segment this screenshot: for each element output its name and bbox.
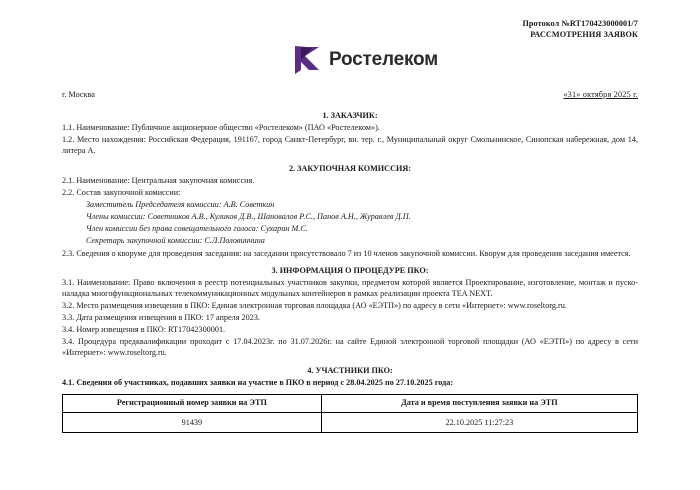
city-date-row [62,90,638,99]
clause-3-3: 3.3. Дата размещения извещения в ПКО: 17 апреля 2023. [62,313,260,323]
clause-2-1: 2.1. Наименование: Центральная закупочная комиссия. [62,175,255,185]
protocol-subject: РАССМОТРЕНИЯ ЗАЯВОК [530,30,638,40]
clause-4-1: 4.1. Сведения об участниках, подавших заявки на участие в ПКО в период с 28.04.2025 по 27.10.2025 года: [62,377,454,387]
cell-submission-datetime: 22.10.2025 11:27:23 [321,412,637,432]
clause-3-4-prequalification: 3.4. Процедура предквалификации проходит с 17.04.2023г. по 31.07.2026г. на сайте Единой электронной торговой площадки (АО «ЕЭТП») по адресу в сети «Интернет»: www.roseltorg.ru. [62,337,638,358]
protocol-heading [522,18,638,40]
protocol-number: Протокол №RT170423000001/7 [522,19,638,28]
clause-2-2: 2.2. Состав закупочной комиссии: [62,187,181,197]
section-title-procedure: 3. ИНФОРМАЦИЯ О ПРОЦЕДУРЕ ПКО: [271,266,429,276]
commission-member-deputy: Заместитель Председателя комиссии: А.В. Советкин [86,199,275,209]
section-title-customer: 1. ЗАКАЗЧИК: [322,111,378,121]
clause-3-1: 3.1. Наименование: Право включения в реестр потенциальных участников закупки, предметом которой является Проектирование, изготовление, монтаж и пуско-наладка многофункциональных телекоммуникационных модульных контейнеров в рамках реализации проекта TEA NEXT. [62,278,638,298]
clause-3-2: 3.2. Место размещения извещения в ПКО: Единая электронная торговая площадка (АО «ЕЭТП») по адресу в сети «Интернет»: www.roseltorg.ru. [62,301,567,310]
clause-1-2: 1.2. Место нахождения: Российская Федерация, 191167, город Санкт-Петербург, вн. тер. г., Муниципальный округ Смольнинское, Синопская набережная, дом 14, литера А. [62,135,638,155]
participants-table [62,394,638,432]
clause-3-4-number: 3.4. Номер извещения в ПКО: RT17042300001. [62,325,226,335]
table-header-row [63,395,638,412]
col-registration-number: Регистрационный номер заявки на ЭТП [63,395,322,412]
col-submission-datetime: Дата и время поступления заявки на ЭТП [321,395,637,412]
city-label: г. Москва [62,90,95,100]
section-title-commission: 2. ЗАКУПОЧНАЯ КОМИССИЯ: [288,163,412,173]
commission-members: Члены комиссии: Советников А.В., Куликов Д.В., Шановалов Р.С., Панов А.Н., Журавлев Д.П. [86,212,411,222]
rostelecom-logo-icon [292,44,322,76]
protocol-header [62,18,638,40]
logo-wordmark: Ростелеком [328,49,439,71]
table-row [63,412,638,432]
cell-registration-number: 91439 [63,412,322,432]
clause-1-1: 1.1. Наименование: Публичное акционерное общество «Ростелеком» (ПАО «Ростелеком»). [62,123,380,133]
section-title-participants: 4. УЧАСТНИКИ ПКО: [307,365,393,375]
clause-2-3: 2.3. Сведения о кворуме для проведения заседания: на заседании присутствовало 7 из 10 членов закупочной комиссии. Кворум для проведения заседания имеется. [62,248,631,258]
commission-member-no-vote: Член комиссии без права совещательного голоса: Сухарин М.С. [86,224,308,234]
document-date: «31» октября 2025 г. [563,90,638,100]
commission-secretary: Секретарь закупочной комиссии: С.Л.Половинчина [86,236,265,246]
company-logo [62,44,638,76]
